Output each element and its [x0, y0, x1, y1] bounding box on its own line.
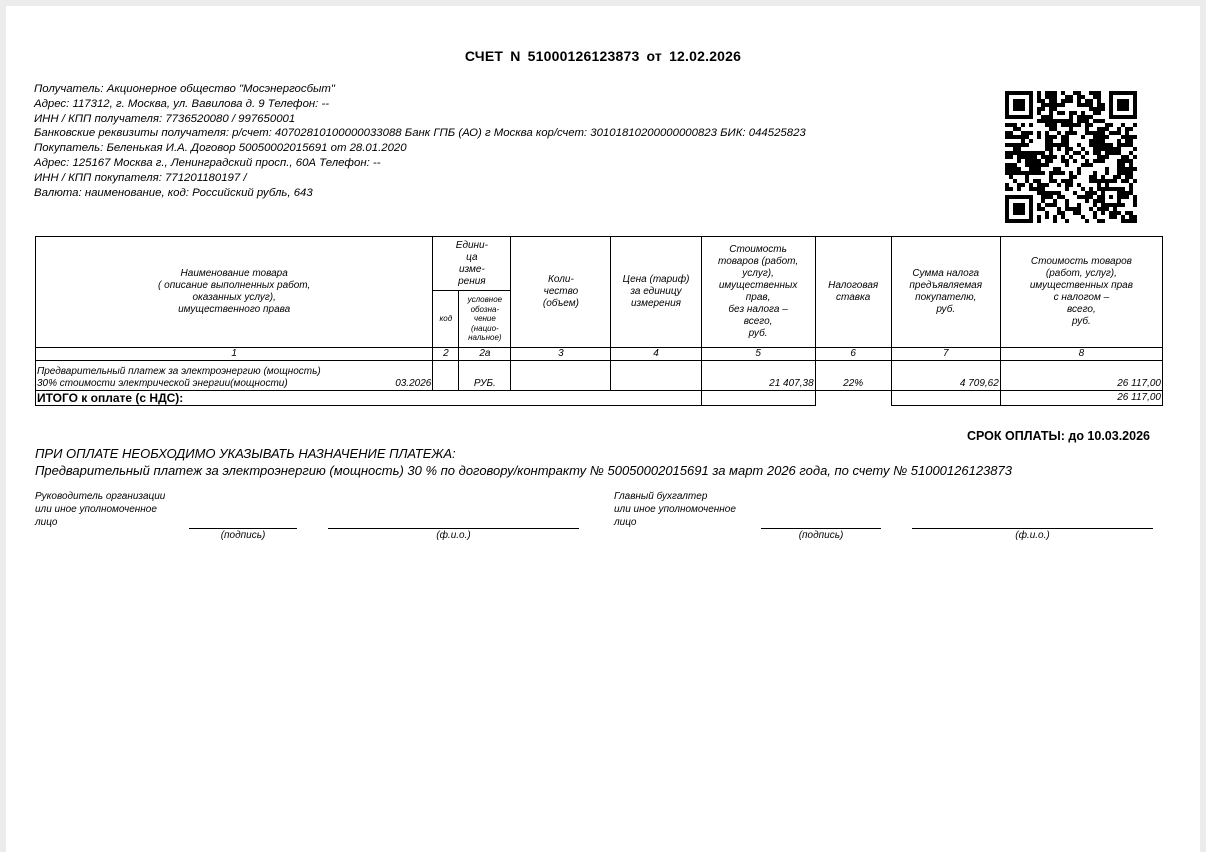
col-number: 2 — [433, 348, 459, 361]
head-signature-line — [189, 528, 297, 529]
col-number: 7 — [891, 348, 1000, 361]
recipient-inn-line: ИНН / КПП получателя: 7736520080 / 997650001 — [34, 112, 296, 125]
header-unit-symbol: условное обозна- чение (нацио- нальное) — [459, 291, 511, 348]
accountant-signature-caption: (подпись) — [798, 530, 844, 541]
parties-block — [34, 82, 806, 200]
col-number: 3 — [511, 348, 611, 361]
table-row — [36, 361, 1163, 391]
accountant-signature-line — [761, 528, 881, 529]
accountant-name-line — [912, 528, 1153, 529]
payment-notice: ПРИ ОПЛАТЕ НЕОБХОДИМО УКАЗЫВАТЬ НАЗНАЧЕНИЕ ПЛАТЕЖА: — [35, 446, 456, 461]
item-qty — [511, 361, 611, 391]
payment-purpose: Предварительный платеж за электроэнергию (мощность) 30 % по договору/контракту № 50050002015691 за март 2026 года, по счету № 51000126123873 — [35, 463, 1012, 478]
col-number: 2а — [459, 348, 511, 361]
buyer-inn-line: ИНН / КПП покупателя: 771201180197 / — [34, 171, 247, 184]
header-price: Цена (тариф) за единицу измерения — [611, 237, 701, 348]
head-name-caption: (ф.и.о.) — [436, 530, 471, 541]
item-description-cell — [36, 361, 433, 391]
total-empty-cell — [815, 391, 891, 406]
accountant-signature-label: Главный бухгалтер или иное уполномоченное лицо — [614, 491, 736, 528]
item-tax-sum: 4 709,62 — [891, 361, 1000, 391]
item-unit-code — [433, 361, 459, 391]
head-signature-caption: (подпись) — [220, 530, 266, 541]
header-name: Наименование товара ( описание выполненных работ, оказанных услуг), имущественного права — [36, 237, 433, 348]
item-cost-no-tax: 21 407,38 — [701, 361, 815, 391]
header-unit-code: код — [433, 291, 459, 348]
header-tax-rate: Налоговая ставка — [815, 237, 891, 348]
qr-code-icon — [1005, 91, 1137, 223]
col-number: 6 — [815, 348, 891, 361]
payment-purpose-block — [35, 445, 1012, 479]
total-value: 26 117,00 — [1000, 391, 1162, 406]
item-description-line2: 30% стоимости электрической энергии(мощности) — [37, 378, 288, 389]
buyer-line: Покупатель: Беленькая И.А. Договор 50050002015691 от 28.01.2020 — [34, 142, 407, 155]
col-number: 1 — [36, 348, 433, 361]
invoice-title: СЧЕТ N 51000126123873 от 12.02.2026 — [464, 48, 742, 64]
total-row — [36, 391, 1163, 406]
col-number: 8 — [1000, 348, 1162, 361]
accountant-name-caption: (ф.и.о.) — [1015, 530, 1050, 541]
bank-details-line: Банковские реквизиты получателя: р/счет: 40702810100000033088 Банк ГПБ (АО) г Москва кор/счет: 30101810200000000823 БИК: 044525823 — [34, 127, 806, 140]
total-empty-cell — [701, 391, 815, 406]
col-number: 4 — [611, 348, 701, 361]
payment-due: СРОК ОПЛАТЫ: до 10.03.2026 — [966, 429, 1150, 443]
head-name-line — [328, 528, 579, 529]
recipient-address-line: Адрес: 117312, г. Москва, ул. Вавилова д. 9 Телефон: -- — [34, 97, 330, 110]
item-cost-with-tax: 26 117,00 — [1000, 361, 1162, 391]
item-unit-symbol: РУБ. — [459, 361, 511, 391]
item-period: 03.2026 — [395, 378, 432, 389]
head-signature-label: Руководитель организации или иное уполномоченное лицо — [35, 491, 166, 528]
item-description-line1: Предварительный платеж за электроэнергию (мощность) — [37, 366, 321, 377]
header-cost-with-tax: Стоимость товаров (работ, услуг), имущественных прав с налогом – всего, руб. — [1000, 237, 1162, 348]
item-tax-rate: 22% — [815, 361, 891, 391]
currency-line: Валюта: наименование, код: Российский рубль, 643 — [34, 186, 313, 199]
buyer-address-line: Адрес: 125167 Москва г., Ленинградский просп., 60А Телефон: -- — [34, 156, 381, 169]
header-unit: Едини- ца изме- рения — [433, 237, 511, 291]
invoice-table — [35, 236, 1163, 406]
recipient-line: Получатель: Акционерное общество "Мосэнергосбыт" — [34, 83, 335, 95]
header-qty: Коли- чество (объем) — [511, 237, 611, 348]
header-cost-no-tax: Стоимость товаров (работ, услуг), имущественных прав, без налога – всего, руб. — [701, 237, 815, 348]
item-price — [611, 361, 701, 391]
col-number: 5 — [701, 348, 815, 361]
total-empty-cell — [891, 391, 1000, 406]
total-label: ИТОГО к оплате (с НДС): — [36, 391, 702, 406]
header-tax-sum: Сумма налога предъявляемая покупателю, руб. — [891, 237, 1000, 348]
